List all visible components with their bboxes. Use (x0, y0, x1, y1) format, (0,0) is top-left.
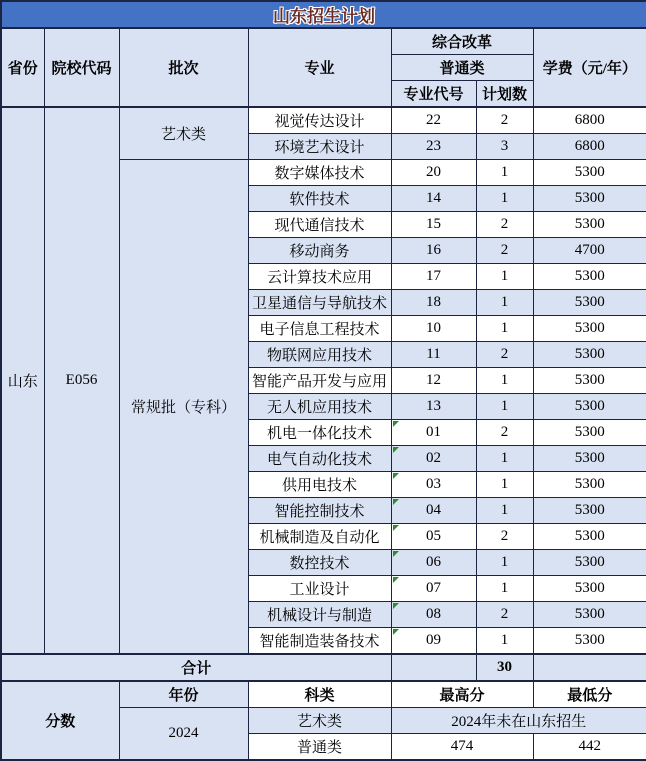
plan-count-cell: 1 (476, 498, 533, 524)
batch-art-cell: 艺术类 (119, 107, 248, 160)
major-code-cell: 22 (391, 107, 476, 134)
major-code-cell: 03 (391, 472, 476, 498)
plan-count-cell: 2 (476, 238, 533, 264)
plan-count-cell: 1 (476, 446, 533, 472)
scores-max-header: 最高分 (391, 681, 533, 708)
header-school-code: 院校代码 (44, 28, 119, 107)
major-cell: 现代通信技术 (248, 212, 391, 238)
major-code-cell: 02 (391, 446, 476, 472)
major-cell: 云计算技术应用 (248, 264, 391, 290)
major-code-cell: 07 (391, 576, 476, 602)
tuition-cell: 5300 (533, 342, 646, 368)
header-major: 专业 (248, 28, 391, 107)
plan-count-cell: 1 (476, 576, 533, 602)
header-batch: 批次 (119, 28, 248, 107)
scores-year-cell: 2024 (119, 708, 248, 761)
header-regular-class: 普通类 (391, 55, 533, 81)
stored-as-text-flag-icon (393, 447, 399, 453)
major-cell: 供用电技术 (248, 472, 391, 498)
major-cell: 数字媒体技术 (248, 160, 391, 186)
major-cell: 数控技术 (248, 550, 391, 576)
major-cell: 电气自动化技术 (248, 446, 391, 472)
major-code-cell: 20 (391, 160, 476, 186)
scores-art-category: 艺术类 (248, 708, 391, 734)
tuition-cell: 5300 (533, 498, 646, 524)
scores-label: 分数 (1, 681, 119, 760)
total-tuition-empty (533, 654, 646, 681)
major-cell: 智能产品开发与应用 (248, 368, 391, 394)
header-comprehensive-reform: 综合改革 (391, 28, 533, 55)
tuition-cell: 6800 (533, 134, 646, 160)
major-code-cell: 01 (391, 420, 476, 446)
header-plan-count: 计划数 (476, 81, 533, 108)
major-cell: 视觉传达设计 (248, 107, 391, 134)
tuition-cell: 5300 (533, 264, 646, 290)
tuition-cell: 5300 (533, 472, 646, 498)
major-code-cell: 13 (391, 394, 476, 420)
plan-count-cell: 1 (476, 550, 533, 576)
plan-count-cell: 2 (476, 342, 533, 368)
plan-count-cell: 1 (476, 160, 533, 186)
major-code-cell: 12 (391, 368, 476, 394)
table-title: 山东招生计划 (1, 1, 646, 28)
stored-as-text-flag-icon (393, 499, 399, 505)
tuition-cell: 5300 (533, 576, 646, 602)
major-code-cell: 14 (391, 186, 476, 212)
major-cell: 机电一体化技术 (248, 420, 391, 446)
major-cell: 电子信息工程技术 (248, 316, 391, 342)
major-code-cell: 06 (391, 550, 476, 576)
major-cell: 机械设计与制造 (248, 602, 391, 628)
tuition-cell: 5300 (533, 160, 646, 186)
major-cell: 环境艺术设计 (248, 134, 391, 160)
stored-as-text-flag-icon (393, 525, 399, 531)
major-cell: 机械制造及自动化 (248, 524, 391, 550)
stored-as-text-flag-icon (393, 421, 399, 427)
major-code-cell: 16 (391, 238, 476, 264)
tuition-cell: 5300 (533, 550, 646, 576)
major-code-cell: 17 (391, 264, 476, 290)
major-code-cell: 05 (391, 524, 476, 550)
major-code-cell: 15 (391, 212, 476, 238)
scores-min-header: 最低分 (533, 681, 646, 708)
stored-as-text-flag-icon (393, 473, 399, 479)
tuition-cell: 5300 (533, 368, 646, 394)
header-province: 省份 (1, 28, 44, 107)
major-cell: 移动商务 (248, 238, 391, 264)
stored-as-text-flag-icon (393, 577, 399, 583)
stored-as-text-flag-icon (393, 551, 399, 557)
stored-as-text-flag-icon (393, 629, 399, 635)
total-code-empty (391, 654, 476, 681)
tuition-cell: 5300 (533, 394, 646, 420)
batch-regular-cell: 常规批（专科） (119, 160, 248, 655)
tuition-cell: 5300 (533, 212, 646, 238)
tuition-cell: 5300 (533, 446, 646, 472)
stored-as-text-flag-icon (393, 603, 399, 609)
plan-count-cell: 1 (476, 368, 533, 394)
total-label: 合计 (1, 654, 391, 681)
major-code-cell: 23 (391, 134, 476, 160)
plan-count-cell: 1 (476, 264, 533, 290)
tuition-cell: 5300 (533, 316, 646, 342)
plan-count-cell: 2 (476, 524, 533, 550)
scores-category-header: 科类 (248, 681, 391, 708)
major-code-cell: 04 (391, 498, 476, 524)
major-code-cell: 08 (391, 602, 476, 628)
plan-count-cell: 1 (476, 628, 533, 655)
plan-count-cell: 1 (476, 394, 533, 420)
major-code-cell: 09 (391, 628, 476, 655)
plan-count-cell: 1 (476, 316, 533, 342)
major-cell: 卫星通信与导航技术 (248, 290, 391, 316)
tuition-cell: 5300 (533, 628, 646, 655)
total-count: 30 (476, 654, 533, 681)
plan-count-cell: 2 (476, 602, 533, 628)
plan-count-cell: 2 (476, 107, 533, 134)
major-cell: 智能控制技术 (248, 498, 391, 524)
header-major-code: 专业代号 (391, 81, 476, 108)
plan-count-cell: 2 (476, 212, 533, 238)
scores-regular-min: 442 (533, 734, 646, 761)
tuition-cell: 4700 (533, 238, 646, 264)
tuition-cell: 5300 (533, 420, 646, 446)
major-cell: 物联网应用技术 (248, 342, 391, 368)
scores-year-header: 年份 (119, 681, 248, 708)
plan-count-cell: 1 (476, 472, 533, 498)
scores-regular-category: 普通类 (248, 734, 391, 761)
tuition-cell: 5300 (533, 602, 646, 628)
tuition-cell: 5300 (533, 186, 646, 212)
major-cell: 工业设计 (248, 576, 391, 602)
header-tuition: 学费（元/年） (533, 28, 646, 107)
scores-regular-max: 474 (391, 734, 533, 761)
plan-count-cell: 2 (476, 420, 533, 446)
major-code-cell: 11 (391, 342, 476, 368)
province-cell: 山东 (1, 107, 44, 654)
major-cell: 无人机应用技术 (248, 394, 391, 420)
tuition-cell: 6800 (533, 107, 646, 134)
school-code-cell: E056 (44, 107, 119, 654)
tuition-cell: 5300 (533, 290, 646, 316)
scores-art-note: 2024年未在山东招生 (391, 708, 646, 734)
major-cell: 智能制造装备技术 (248, 628, 391, 655)
plan-count-cell: 1 (476, 186, 533, 212)
major-code-cell: 10 (391, 316, 476, 342)
major-code-cell: 18 (391, 290, 476, 316)
tuition-cell: 5300 (533, 524, 646, 550)
major-cell: 软件技术 (248, 186, 391, 212)
plan-count-cell: 1 (476, 290, 533, 316)
plan-count-cell: 3 (476, 134, 533, 160)
